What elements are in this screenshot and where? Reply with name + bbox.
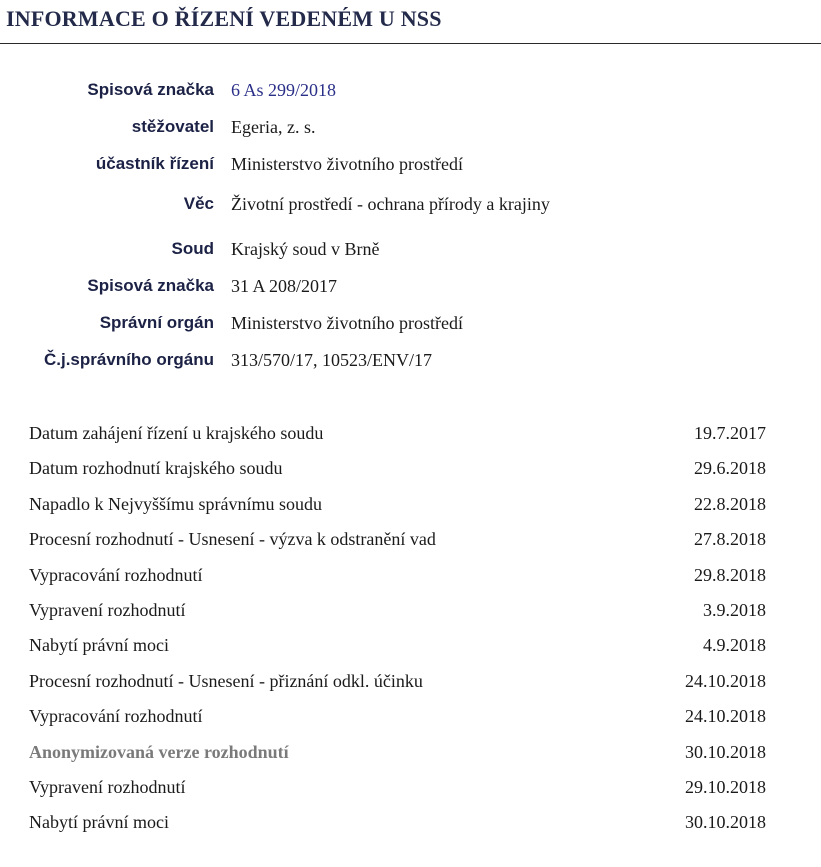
event-date: 29.6.2018	[694, 458, 766, 479]
info-label: Soud	[171, 239, 214, 258]
info-row-participant	[0, 154, 821, 194]
event-date: 29.10.2018	[685, 776, 766, 797]
table-row	[0, 494, 821, 529]
table-row	[0, 671, 821, 706]
page-title: INFORMACE O ŘÍZENÍ VEDENÉM U NSS	[6, 6, 442, 31]
anonymized-decision-link[interactable]: Anonymizovaná verze rozhodnutí	[29, 741, 289, 762]
event-date: 24.10.2018	[685, 670, 766, 691]
info-value: 31 A 208/2017	[231, 276, 338, 296]
event-date: 29.8.2018	[694, 564, 766, 585]
event-description: Procesní rozhodnutí - Usnesení - přiznání odkl. účinku	[29, 670, 423, 691]
table-row	[0, 458, 821, 493]
info-label: Spisová značka	[87, 276, 214, 295]
event-description: Datum rozhodnutí krajského soudu	[29, 458, 283, 479]
event-description: Vypracování rozhodnutí	[29, 706, 203, 727]
event-description: Vypravení rozhodnutí	[29, 776, 186, 797]
info-label: stěžovatel	[131, 117, 214, 136]
table-row	[0, 600, 821, 635]
info-label: Č.j.správního orgánu	[43, 350, 214, 369]
info-label: Spisová značka	[87, 80, 214, 99]
info-row-regional-case-number	[0, 276, 821, 313]
event-description: Vypravení rozhodnutí	[29, 599, 186, 620]
info-value: Egeria, z. s.	[231, 117, 316, 137]
table-row	[0, 812, 821, 847]
title-divider	[0, 43, 821, 44]
case-info-block	[0, 80, 821, 387]
event-description: Procesní rozhodnutí - Usnesení - výzva k odstranění vad	[29, 529, 436, 550]
info-value: Krajský soud v Brně	[231, 239, 380, 259]
event-date: 24.10.2018	[685, 706, 766, 727]
case-number-link[interactable]: 6 As 299/2018	[231, 80, 337, 100]
info-label: Správní orgán	[99, 313, 214, 332]
info-value: 313/570/17, 10523/ENV/17	[231, 350, 432, 370]
event-description: Napadlo k Nejvyššímu správnímu soudu	[29, 493, 322, 514]
table-row	[0, 529, 821, 564]
table-row	[0, 706, 821, 741]
event-date: 4.9.2018	[703, 635, 766, 656]
event-date: 22.8.2018	[694, 493, 766, 514]
info-row-case-number	[0, 80, 821, 117]
info-row-administrative-body	[0, 313, 821, 350]
info-row-court	[0, 239, 821, 276]
info-label: Věc	[183, 194, 214, 213]
event-description: Nabytí právní moci	[29, 635, 169, 656]
event-date: 27.8.2018	[694, 529, 766, 550]
event-date: 3.9.2018	[703, 599, 766, 620]
event-date: 19.7.2017	[694, 423, 766, 443]
table-row	[0, 742, 821, 777]
info-row-complainant	[0, 117, 821, 154]
event-date: 30.10.2018	[685, 741, 766, 762]
info-row-subject	[0, 194, 821, 239]
table-row	[0, 635, 821, 670]
info-row-administrative-reference	[0, 350, 821, 387]
event-description: Nabytí právní moci	[29, 812, 169, 833]
table-row	[0, 777, 821, 812]
event-description: Datum zahájení řízení u krajského soudu	[29, 423, 324, 443]
event-description: Vypracování rozhodnutí	[29, 564, 203, 585]
event-date: 30.10.2018	[685, 812, 766, 833]
table-row	[0, 565, 821, 600]
info-value: Životní prostředí - ochrana přírody a krajiny	[231, 194, 550, 214]
table-row	[0, 423, 821, 458]
info-label: účastník řízení	[95, 154, 214, 173]
events-table	[0, 423, 821, 848]
info-value: Ministerstvo životního prostředí	[231, 154, 463, 174]
info-value: Ministerstvo životního prostředí	[231, 313, 463, 333]
